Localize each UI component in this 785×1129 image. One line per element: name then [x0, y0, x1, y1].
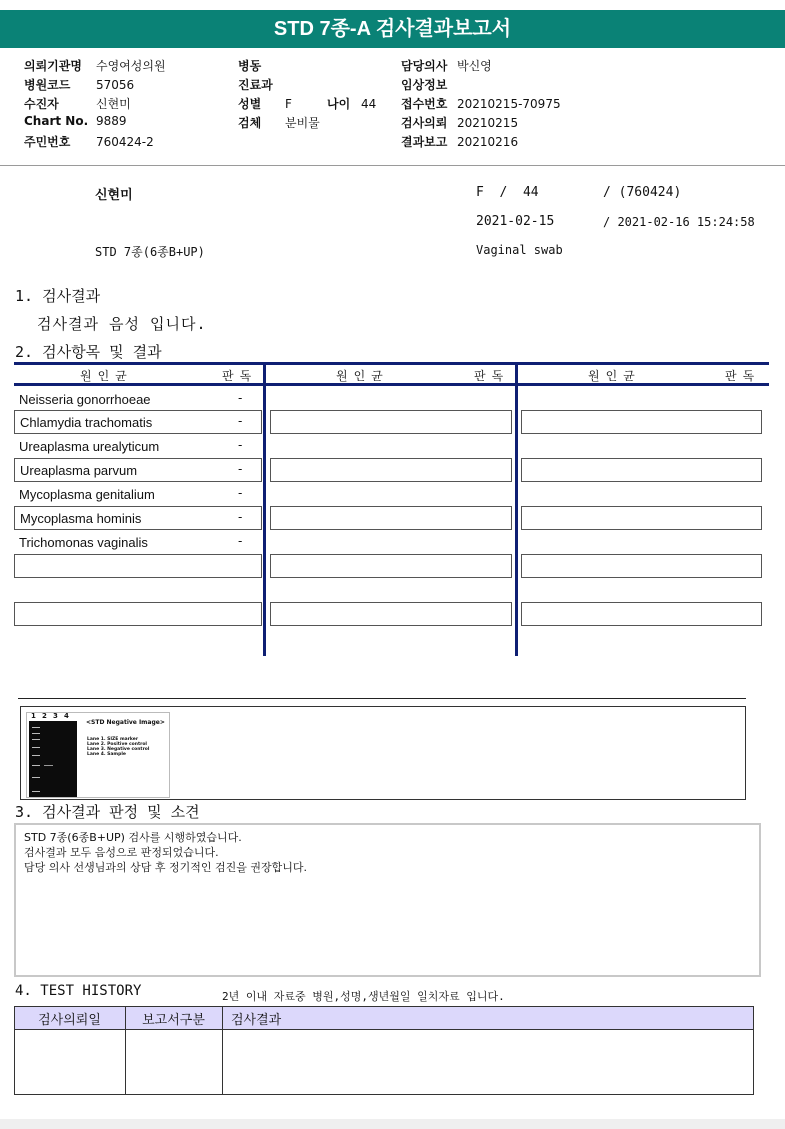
history-cell: [223, 1030, 754, 1095]
table-column-divider-1: [263, 362, 266, 656]
value-specimen: 분비물: [285, 116, 320, 130]
organism-result: -: [238, 438, 243, 452]
organism-result: -: [238, 486, 243, 500]
label-hospital-code: 병원코드: [24, 78, 71, 92]
request-date: 2021-02-15: [476, 214, 555, 229]
organism-result: -: [238, 462, 243, 476]
patient-name: 신현미: [95, 188, 133, 203]
value-age: 44: [361, 97, 377, 111]
gel-legend-item: Lane 2. Positive control: [87, 742, 147, 747]
header-column-2: [238, 57, 376, 133]
result-summary: 검사결과 음성 입니다.: [37, 315, 207, 333]
gel-caption: <STD Negative Image>: [86, 719, 165, 726]
value-chart-no: 9889: [96, 114, 127, 128]
value-resident-number: 760424-2: [96, 135, 154, 149]
empty-cell: [521, 458, 762, 482]
opinion-box: [14, 823, 761, 977]
label-age: 나이: [327, 97, 351, 111]
lane-number: 2: [42, 712, 47, 720]
value-patient: 신현미: [96, 97, 131, 111]
table-row: [14, 458, 262, 482]
lane-number: 4: [64, 712, 69, 720]
header-divider: [0, 165, 785, 166]
value-request-date: 20210215: [457, 116, 519, 130]
history-cell: [126, 1030, 223, 1095]
organism-result: -: [238, 510, 243, 524]
gel-legend-item: Lane 1. SIZE marker: [87, 737, 139, 742]
opinion-line: STD 7종(6종B+UP) 검사를 시행하였습니다.: [24, 831, 242, 844]
table-row: [14, 533, 262, 553]
section-4-heading: 4. TEST HISTORY: [15, 983, 142, 999]
empty-cell: [270, 554, 512, 578]
history-col-result: 검사결과: [223, 1007, 754, 1030]
label-receipt-number: 접수번호: [401, 97, 448, 111]
organism-result: -: [238, 534, 243, 548]
value-report-date: 20210216: [457, 135, 519, 149]
col-header-judgement-1: 판독: [222, 369, 258, 383]
report-datetime: / 2021-02-16 15:24:58: [603, 215, 755, 229]
label-sex: 성별: [238, 97, 262, 111]
history-cell: [15, 1030, 126, 1095]
label-department: 진료과: [238, 78, 273, 92]
history-note: 2년 이내 자료중 병원,성명,생년월일 일치자료 입니다.: [222, 990, 505, 1003]
col-header-organism-2: 원인균: [336, 369, 389, 383]
gel-legend-item: Lane 4. Sample: [87, 752, 126, 757]
history-col-report-type: 보고서구분: [126, 1007, 223, 1030]
empty-cell: [270, 458, 512, 482]
table-row: [14, 410, 262, 434]
patient-id-part: / (760424): [603, 185, 682, 200]
table-column-divider-2: [515, 362, 518, 656]
gel-legend: [87, 737, 149, 757]
patient-sex-age: F / 44: [476, 185, 539, 200]
organism-name: Trichomonas vaginalis: [19, 535, 148, 550]
col-header-organism-1: 원인균: [80, 369, 133, 383]
table-top-rule: [14, 362, 769, 365]
label-specimen: 검체: [238, 116, 262, 130]
history-col-request-date: 검사의뢰일: [15, 1007, 126, 1030]
section-3-heading: 3. 검사결과 판정 및 소견: [15, 803, 200, 821]
lane-number: 3: [53, 712, 58, 720]
history-table: [14, 1006, 754, 1095]
gel-image-panel: [26, 712, 170, 798]
label-request-date: 검사의뢰: [401, 116, 448, 130]
label-chart-no: Chart No.: [24, 114, 89, 128]
section-1-heading: 1. 검사결과: [15, 287, 101, 305]
organism-name: Ureaplasma parvum: [20, 463, 138, 478]
specimen-type: Vaginal swab: [476, 243, 563, 257]
section-2-heading: 2. 검사항목 및 결과: [15, 343, 162, 361]
header-column-3: [401, 57, 561, 152]
opinion-line: 담당 의사 선생님과의 상담 후 정기적인 검진을 권장합니다.: [24, 861, 307, 874]
value-hospital-code: 57056: [96, 78, 135, 92]
organism-name: Mycoplasma hominis: [20, 511, 142, 526]
organism-name: Ureaplasma urealyticum: [19, 439, 160, 454]
history-empty-row: [15, 1030, 754, 1095]
organism-name: Mycoplasma genitalium: [19, 487, 155, 502]
image-divider: [18, 698, 746, 699]
label-ward: 병동: [238, 59, 262, 73]
test-name: STD 7종(6종B+UP): [95, 245, 205, 259]
col-header-organism-3: 원인균: [588, 369, 641, 383]
organism-result: -: [238, 391, 243, 405]
report-title: STD 7종-A 검사결과보고서: [0, 10, 785, 48]
lane-number: 1: [31, 712, 36, 720]
gel-image-frame: [20, 706, 746, 800]
empty-cell: [521, 506, 762, 530]
value-physician: 박신영: [457, 59, 492, 73]
table-row: [14, 506, 262, 530]
table-row: [14, 390, 262, 410]
empty-cell: [521, 602, 762, 626]
organism-name: Neisseria gonorrhoeae: [19, 392, 151, 407]
label-clinical-info: 임상정보: [401, 78, 448, 92]
empty-row: [14, 554, 262, 578]
label-physician: 담당의사: [401, 59, 448, 73]
organism-name: Chlamydia trachomatis: [20, 415, 153, 430]
opinion-line: 검사결과 모두 음성으로 판정되었습니다.: [24, 846, 219, 859]
organism-result: -: [238, 414, 243, 428]
footer-bar: [0, 1119, 785, 1129]
table-row: [14, 437, 262, 457]
value-sex: F: [285, 97, 292, 111]
gel-legend-item: Lane 3. Negative control: [87, 747, 150, 752]
label-resident-number: 주민번호: [24, 135, 71, 149]
col-header-judgement-3: 판독: [725, 369, 761, 383]
label-requesting-institution: 의뢰기관명: [24, 59, 82, 73]
label-patient: 수진자: [24, 97, 59, 111]
gel-image: [29, 721, 77, 797]
value-receipt-number: 20210215-70975: [457, 97, 561, 111]
empty-cell: [270, 506, 512, 530]
empty-cell: [521, 410, 762, 434]
empty-cell: [270, 602, 512, 626]
empty-row: [14, 602, 262, 626]
empty-cell: [270, 410, 512, 434]
header-column-1: [24, 57, 166, 152]
col-header-judgement-2: 판독: [474, 369, 510, 383]
empty-cell: [521, 554, 762, 578]
lane-numbers: [31, 712, 75, 720]
label-report-date: 결과보고: [401, 135, 448, 149]
table-row: [14, 485, 262, 505]
value-requesting-institution: 수영여성의원: [96, 59, 166, 73]
